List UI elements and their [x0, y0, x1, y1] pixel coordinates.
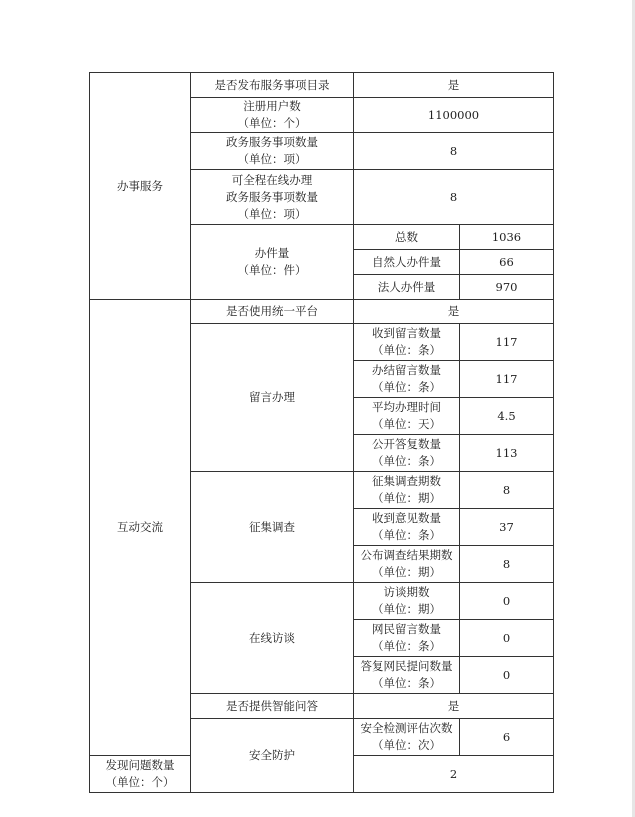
metric-value: 37 [460, 509, 554, 546]
survey-group: 征集调查 [191, 472, 354, 583]
statistics-table [89, 72, 554, 793]
qa-label: 是否提供智能问答 [191, 694, 354, 719]
checks-value: 6 [460, 719, 554, 756]
users-label: 注册用户数 [243, 99, 301, 113]
metric-value: 0 [460, 620, 554, 657]
items-unit: （单位：项） [237, 152, 307, 166]
metric-unit: （单位：条） [372, 343, 441, 357]
qa-value: 是 [354, 694, 554, 719]
items-value: 8 [354, 133, 554, 170]
metric-unit: （单位：条） [372, 380, 441, 394]
items-label: 政务服务事项数量 [226, 135, 318, 149]
metric-label: 收到意见数量 [372, 511, 441, 525]
metric-label: 访谈期数 [383, 585, 430, 599]
metric-value: 8 [460, 546, 554, 583]
metric-label: 答复网民提问数量 [360, 659, 453, 673]
volume-label: 办件量 [254, 246, 290, 260]
metric-label: 收到留言数量 [372, 326, 441, 340]
items-label-cell [191, 133, 354, 170]
metric-value: 113 [460, 435, 554, 472]
volume-total-value: 1036 [460, 225, 554, 250]
section-security: 安全防护 [191, 719, 354, 793]
metric-label: 网民留言数量 [372, 622, 441, 636]
volume-legal-label: 法人办件量 [354, 275, 460, 300]
survey-row-label [354, 472, 460, 509]
messages-row-label [354, 324, 460, 361]
section-interaction: 互动交流 [90, 300, 191, 756]
metric-unit: （单位：条） [372, 528, 441, 542]
metric-unit: （单位：条） [372, 454, 441, 468]
issues-unit: （单位：个） [105, 775, 175, 789]
table-row [90, 300, 554, 324]
volume-label-cell [191, 225, 354, 300]
checks-unit: （单位：次） [372, 738, 441, 752]
metric-value: 117 [460, 324, 554, 361]
online-value: 8 [354, 170, 554, 225]
metric-label: 公开答复数量 [372, 437, 441, 451]
metric-value: 8 [460, 472, 554, 509]
metric-unit: （单位：条） [372, 676, 441, 690]
users-unit: （单位：个） [237, 116, 307, 130]
volume-unit: （单位：件） [237, 263, 307, 277]
messages-group: 留言办理 [191, 324, 354, 472]
table-row [90, 73, 554, 98]
users-label-cell [191, 98, 354, 133]
metric-unit: （单位：期） [372, 491, 441, 505]
platform-label: 是否使用统一平台 [191, 300, 354, 324]
interview-row-label [354, 657, 460, 694]
survey-row-label [354, 509, 460, 546]
metric-label: 征集调查期数 [372, 474, 441, 488]
volume-total-label: 总数 [354, 225, 460, 250]
issues-label: 发现问题数量 [105, 758, 175, 772]
interview-row-label [354, 583, 460, 620]
section-service: 办事服务 [90, 73, 191, 300]
metric-unit: （单位：天） [372, 417, 441, 431]
messages-row-label [354, 398, 460, 435]
online-label-cell [191, 170, 354, 225]
metric-value: 0 [460, 657, 554, 694]
catalog-value: 是 [354, 73, 554, 98]
volume-natural-label: 自然人办件量 [354, 250, 460, 275]
users-value: 1100000 [354, 98, 554, 133]
messages-row-label [354, 361, 460, 398]
messages-row-label [354, 435, 460, 472]
catalog-label: 是否发布服务事项目录 [191, 73, 354, 98]
checks-label-cell [354, 719, 460, 756]
metric-label: 平均办理时间 [372, 400, 441, 414]
checks-label: 安全检测评估次数 [360, 721, 453, 735]
online-label-1: 可全程在线办理 [231, 172, 313, 187]
metric-unit: （单位：期） [372, 602, 441, 616]
online-label-2: 政务服务事项数量 [226, 189, 318, 204]
platform-value: 是 [354, 300, 554, 324]
metric-value: 117 [460, 361, 554, 398]
volume-legal-value: 970 [460, 275, 554, 300]
metric-value: 0 [460, 583, 554, 620]
metric-label: 办结留言数量 [372, 363, 441, 377]
interview-row-label [354, 620, 460, 657]
volume-natural-value: 66 [460, 250, 554, 275]
online-unit: （单位：项） [237, 206, 307, 221]
issues-label-cell [90, 756, 191, 793]
survey-row-label [354, 546, 460, 583]
metric-label: 公布调查结果期数 [360, 548, 453, 562]
issues-value: 2 [354, 756, 554, 793]
metric-value: 4.5 [460, 398, 554, 435]
interview-group: 在线访谈 [191, 583, 354, 694]
metric-unit: （单位：条） [372, 639, 441, 653]
metric-unit: （单位：期） [372, 565, 441, 579]
